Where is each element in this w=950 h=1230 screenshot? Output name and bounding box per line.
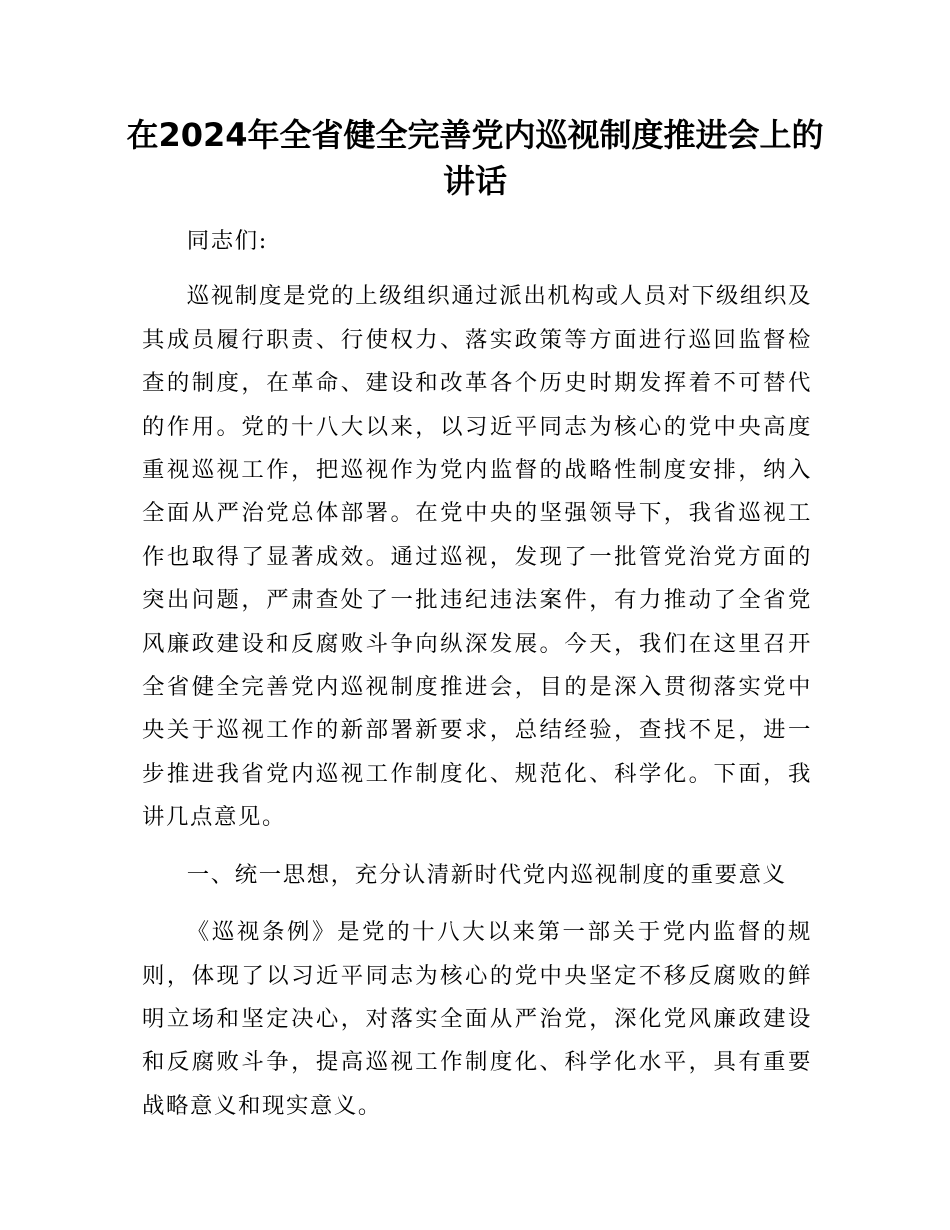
document-title: 在2024年全省健全完善党内巡视制度推进会上的讲话 [126, 116, 824, 200]
section-paragraph: 《巡视条例》是党的十八大以来第一部关于党内监督的规则，体现了以习近平同志为核心的党中央坚定不移反腐败的鲜明立场和坚定决心，对落实全面从严治党，深化党风廉政建设和反腐败斗争，提高巡视工作制度化、科学化水平，具有重要战略意义和现实意义。 [142, 919, 812, 1119]
salutation: 同志们: [186, 228, 268, 254]
document-body [142, 220, 812, 1128]
intro-paragraph: 巡视制度是党的上级组织通过派出机构或人员对下级组织及其成员履行职责、行使权力、落实政策等方面进行巡回监督检查的制度，在革命、建设和改革各个历史时期发挥着不可替代的作用。党的十八大以来，以习近平同志为核心的党中央高度重视巡视工作，把巡视作为党内监督的战略性制度安排，纳入全面从严治党总体部署。在党中央的坚强领导下，我省巡视工作也取得了显著成效。通过巡视，发现了一批管党治党方面的突出问题，严肃查处了一批违纪违法案件，有力推动了全省党风廉政建设和反腐败斗争向纵深发展。今天，我们在这里召开全省健全完善党内巡视制度推进会，目的是深入贯彻落实党中央关于巡视工作的新部署新要求，总结经验，查找不足，进一步推进我省党内巡视工作制度化、规范化、科学化。下面，我讲几点意见。 [142, 283, 812, 831]
section-heading: 一、统一思想，充分认清新时代党内巡视制度的重要意义 [186, 861, 787, 888]
